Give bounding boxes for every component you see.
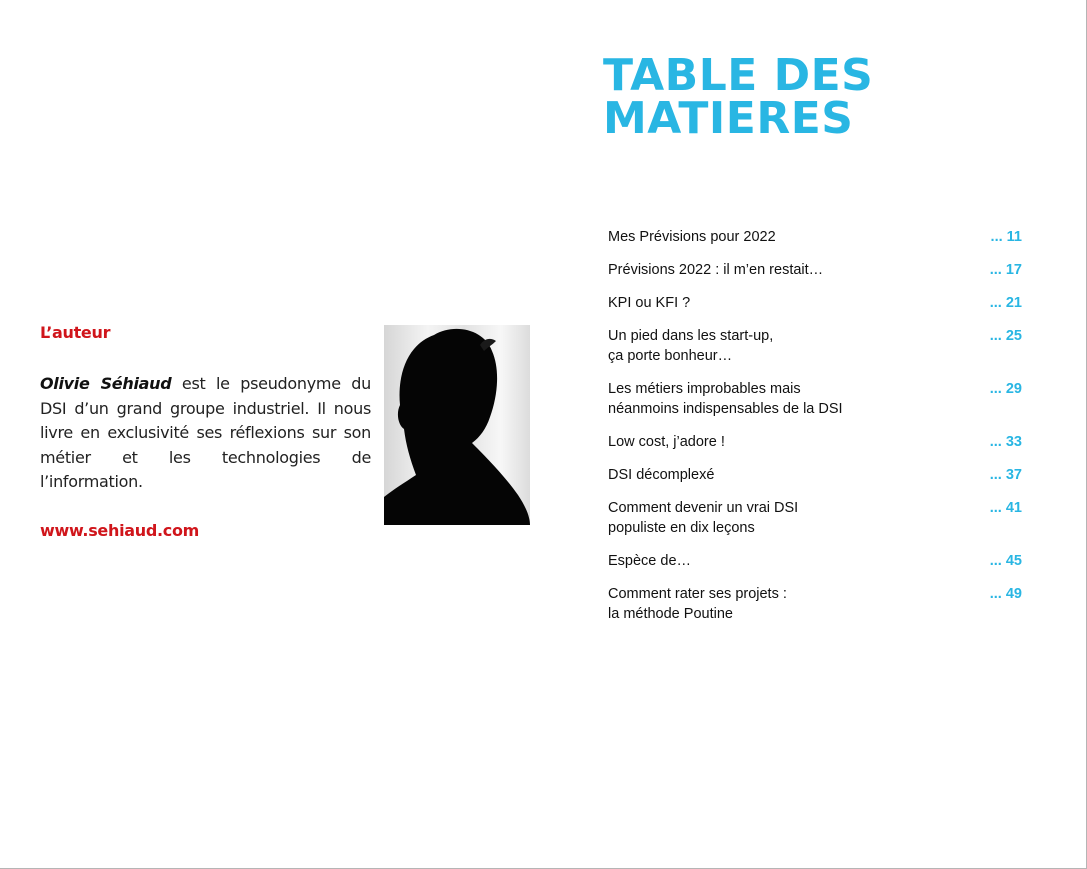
- toc-item-label-line: Les métiers improbables mais: [608, 381, 801, 397]
- toc-item-label-line: DSI décomplexé: [608, 467, 715, 483]
- toc-item-page: ... 37: [989, 467, 1022, 483]
- toc-item-label: [608, 293, 938, 313]
- toc-item-page: ... 45: [989, 553, 1022, 569]
- toc-title-line-1: TABLE DES: [603, 50, 874, 101]
- toc-item-label-line: Comment devenir un vrai DSI: [608, 500, 799, 516]
- toc-title-line-2: MATIERES: [603, 93, 854, 144]
- toc-item-label-line: ça porte bonheur…: [608, 348, 733, 364]
- toc-item-label-line: populiste en dix leçons: [608, 520, 755, 536]
- toc-item-label: [608, 432, 938, 452]
- toc-title: [603, 50, 874, 144]
- toc-item-page: ... 17: [989, 262, 1022, 278]
- author-pseudonym: Olivie Séhiaud: [40, 374, 172, 393]
- toc-item[interactable]: [608, 551, 1022, 571]
- toc-item[interactable]: [608, 326, 1022, 366]
- author-heading: L’auteur: [40, 323, 111, 342]
- toc-item[interactable]: [608, 465, 1022, 485]
- toc-item-label: [608, 379, 938, 419]
- toc-item-label: [608, 584, 938, 624]
- toc-item-label: [608, 326, 938, 366]
- toc-item-page: ... 33: [989, 434, 1022, 450]
- toc-item-label: [608, 498, 938, 538]
- toc-item-label: [608, 465, 938, 485]
- toc-item[interactable]: [608, 293, 1022, 313]
- toc-item-label-line: KPI ou KFI ?: [608, 295, 691, 311]
- toc-item-label-line: Comment rater ses projets :: [608, 586, 787, 602]
- toc-list: [608, 227, 1022, 637]
- toc-item-page: ... 25: [989, 328, 1022, 344]
- author-bio: [40, 372, 371, 495]
- toc-item-page: ... 41: [989, 500, 1022, 516]
- toc-item[interactable]: [608, 227, 1022, 247]
- toc-item[interactable]: [608, 498, 1022, 538]
- toc-item-page: ... 21: [989, 295, 1022, 311]
- author-silhouette-photo: [384, 325, 530, 525]
- toc-item[interactable]: [608, 379, 1022, 419]
- toc-item[interactable]: [608, 260, 1022, 280]
- toc-item-label-line: néanmoins indispensables de la DSI: [608, 401, 843, 417]
- toc-item-label-line: Mes Prévisions pour 2022: [608, 229, 776, 245]
- toc-item-label: [608, 227, 938, 247]
- toc-item-page: ... 49: [989, 586, 1022, 602]
- toc-item-label-line: Low cost, j’adore !: [608, 434, 725, 450]
- toc-item[interactable]: [608, 584, 1022, 624]
- toc-item-label-line: Un pied dans les start-up,: [608, 328, 774, 344]
- toc-item-label: [608, 551, 938, 571]
- author-website-link[interactable]: www.sehiaud.com: [40, 521, 200, 540]
- toc-item-page: ... 29: [989, 381, 1022, 397]
- toc-item-label-line: la méthode Poutine: [608, 606, 733, 622]
- toc-item[interactable]: [608, 432, 1022, 452]
- toc-item-label-line: Prévisions 2022 : il m’en restait…: [608, 262, 824, 278]
- toc-item-page: ... 11: [990, 229, 1022, 245]
- author-bio-text: est le pseudonyme du DSI d’un grand groupe industriel. Il nous livre en exclusivité ses réflexions sur son métier et les technologies de l’information.: [40, 374, 371, 491]
- toc-item-label-line: Espèce de…: [608, 553, 692, 569]
- silhouette-image: [384, 325, 530, 525]
- toc-item-label: [608, 260, 938, 280]
